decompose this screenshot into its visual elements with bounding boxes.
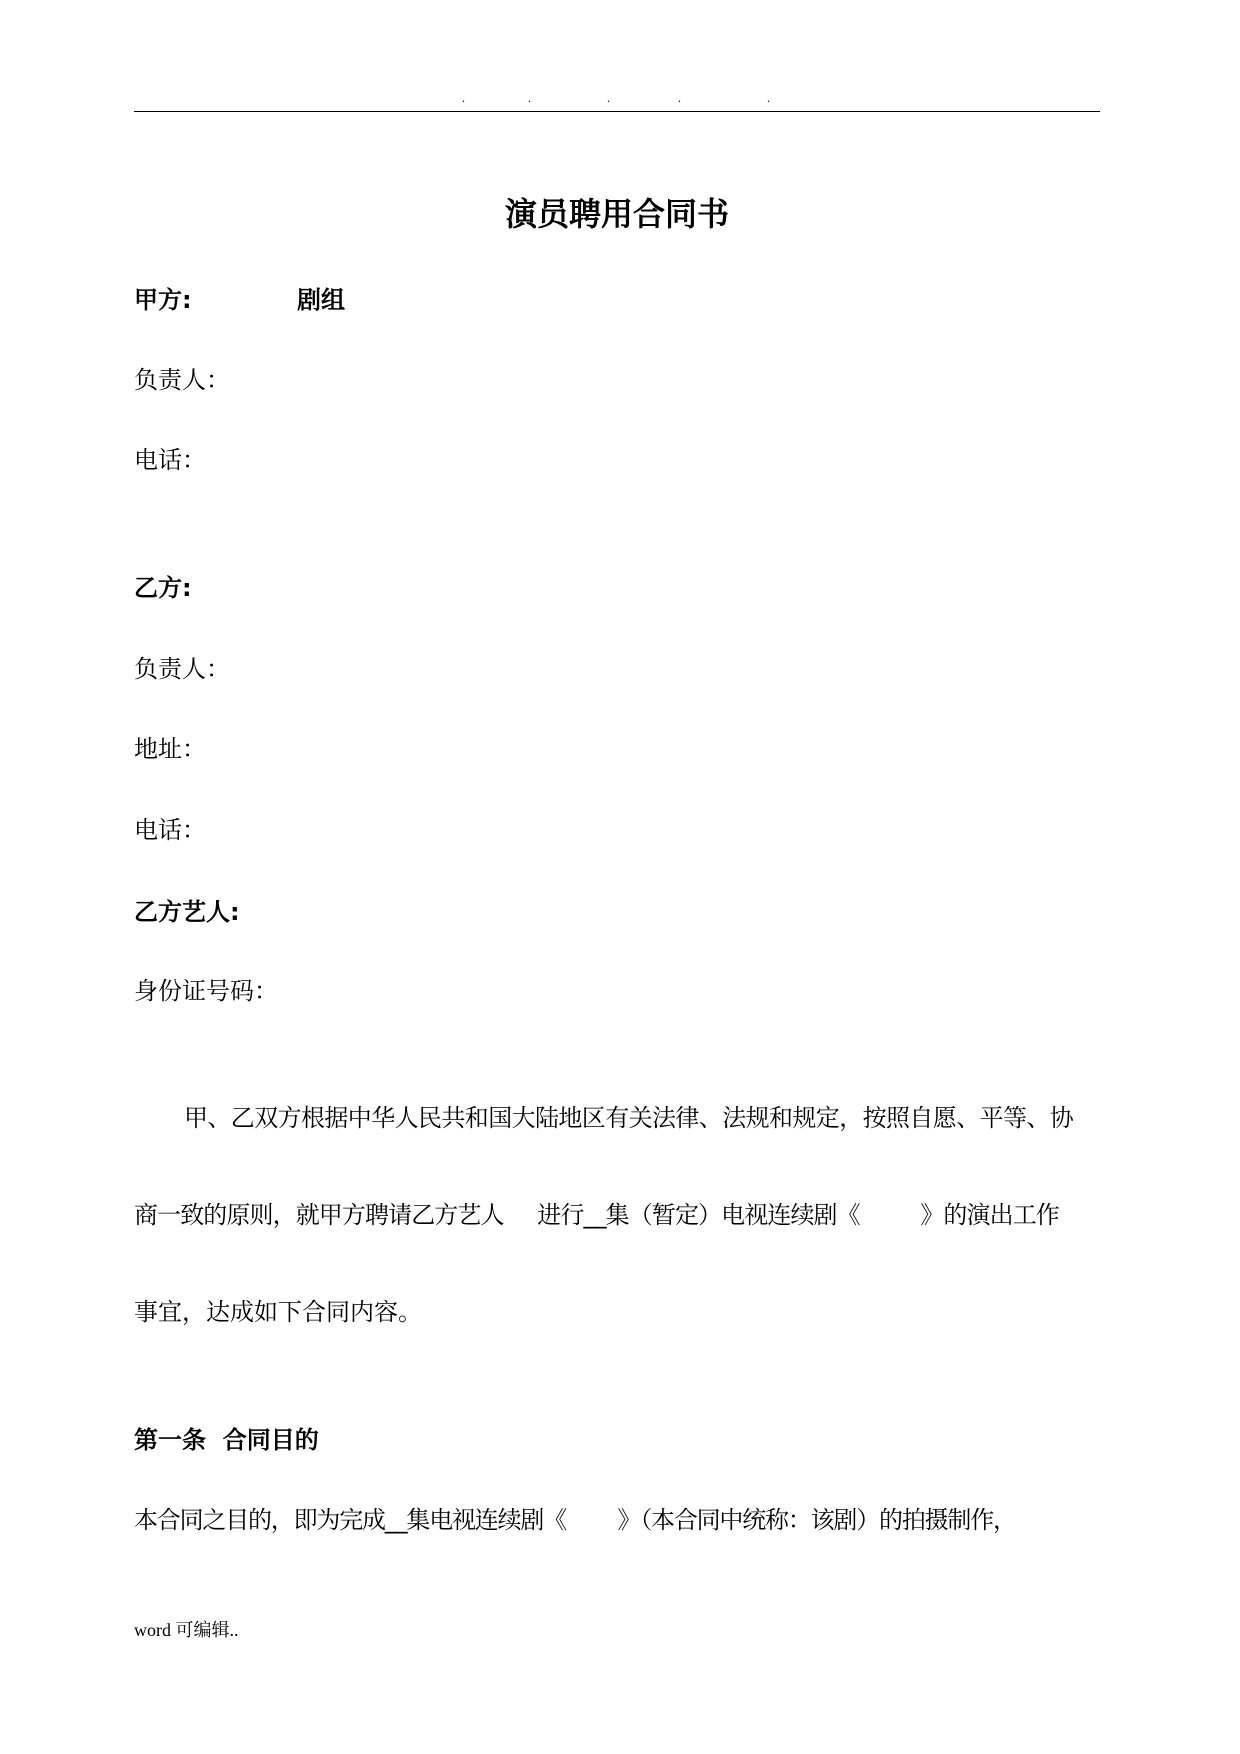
intro-text-2: 商一致的原则，就甲方聘请乙方艺人 进行__集（暂定）电视连续剧《 》的演出工作 [134, 1201, 1059, 1229]
header-dot: . [528, 91, 531, 105]
party-a-name: 剧组 [297, 286, 345, 314]
header-rule [134, 111, 1100, 112]
header-dot: . [607, 91, 610, 105]
intro-text-1: 甲、乙双方根据中华人民共和国大陆地区有关法律、法规和规定，按照自愿、平等、协 [184, 1104, 1074, 1132]
article-1-text-1: 本合同之目的，即为完成__集电视连续剧《 》（本合同中统称：该剧）的拍摄制作， [134, 1506, 1016, 1534]
header-dot: . [678, 91, 681, 105]
intro-line-2 [134, 1198, 1100, 1232]
intro-line-1 [134, 1101, 1100, 1135]
party-b-address-label: 地址： [134, 735, 206, 763]
article-1-heading [134, 1423, 319, 1457]
artist-label: 乙方艺人: [134, 898, 240, 926]
party-a-phone-label: 电话： [134, 446, 206, 474]
document-title: 演员聘用合同书 [504, 195, 729, 233]
party-b-label: 乙方: [134, 574, 192, 602]
artist-id-label: 身份证号码： [134, 977, 278, 1005]
header-dot: . [767, 91, 770, 105]
header-dot: . [462, 91, 465, 105]
intro-line-3: 事宜，达成如下合同内容。 [134, 1298, 422, 1326]
article-1-line-1 [134, 1503, 1100, 1537]
party-a-line [134, 283, 345, 317]
party-a-label: 甲方: [134, 286, 192, 314]
article-1-heading-text: 第一条 合同目的 [134, 1426, 319, 1454]
party-a-person-label: 负责人： [134, 366, 230, 394]
party-b-phone-label: 电话： [134, 816, 206, 844]
party-b-person-label: 负责人： [134, 655, 230, 683]
header-dots [0, 92, 1240, 106]
footer-note: word 可编辑.. [134, 1620, 239, 1640]
